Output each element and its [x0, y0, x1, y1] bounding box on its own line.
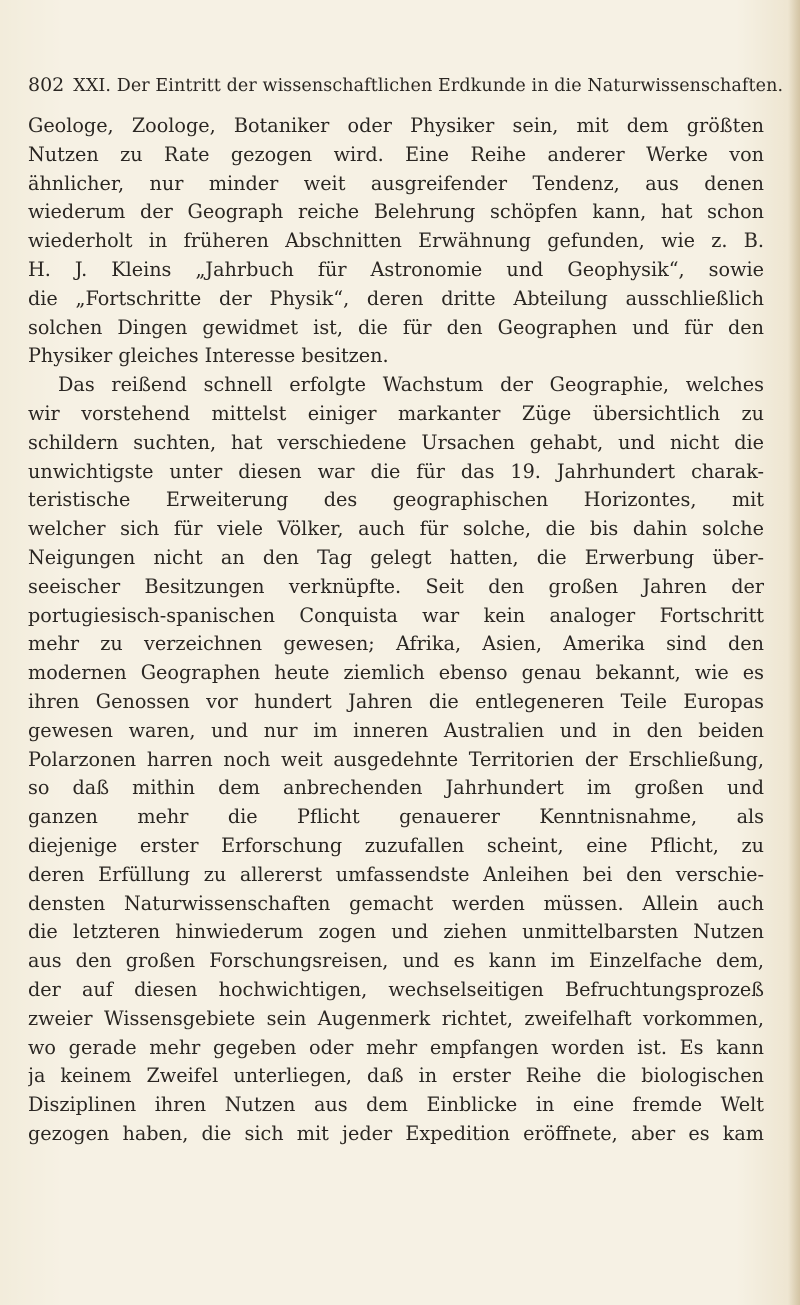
- text-line: Nutzen zu Rate gezogen wird. Eine Reihe anderer Werke von: [28, 142, 764, 166]
- text-line: wo gerade mehr gegeben oder mehr empfangen worden ist. Es kann: [28, 1035, 764, 1059]
- text-line: H. J. Kleins „Jahrbuch für Astronomie und Geophysik“, sowie: [28, 257, 764, 281]
- text-line: zweier Wissensgebiete sein Augenmerk richtet, zweifelhaft vorkommen,: [28, 1006, 764, 1030]
- text-line: modernen Geographen heute ziemlich ebenso genau bekannt, wie es: [28, 661, 764, 685]
- text-line: schildern suchten, hat verschiedene Ursachen gehabt, und nicht die: [28, 430, 764, 454]
- text-line: teristische Erweiterung des geographischen Horizontes, mit: [28, 488, 764, 512]
- text-line: gewesen waren, und nur im inneren Australien und in den beiden: [28, 718, 764, 742]
- text-line: wiederholt in früheren Abschnitten Erwähnung gefunden, wie z. B.: [28, 229, 764, 253]
- text-line: deren Erfüllung zu allererst umfassendste Anleihen bei den verschie-: [28, 862, 764, 886]
- text-line: gezogen haben, die sich mit jeder Expedition eröffnete, aber es kam: [28, 1121, 764, 1145]
- text-line: ihren Genossen vor hundert Jahren die entlegeneren Teile Europas: [28, 689, 764, 713]
- text-line: welcher sich für viele Völker, auch für solche, die bis dahin solche: [28, 517, 764, 541]
- text-line: mehr zu verzeichnen gewesen; Afrika, Asien, Amerika sind den: [28, 632, 764, 656]
- text-line: die „Fortschritte der Physik“, deren dritte Abteilung ausschließlich: [28, 286, 764, 310]
- text-line: ganzen mehr die Pflicht genauerer Kenntnisnahme, als: [28, 805, 764, 829]
- paragraph-end-line: Physiker gleiches Interesse besitzen.: [28, 344, 389, 368]
- page-number: 802: [28, 74, 65, 96]
- text-line: so daß mithin dem anbrechenden Jahrhundert im großen und: [28, 776, 764, 800]
- text-line: densten Naturwissenschaften gemacht werden müssen. Allein auch: [28, 891, 764, 915]
- text-line: aus den großen Forschungsreisen, und es kann im Einzelfache dem,: [28, 949, 764, 973]
- text-line: solchen Dingen gewidmet ist, die für den Geographen und für den: [28, 315, 764, 339]
- text-line: Polarzonen harren noch weit ausgedehnte Territorien der Erschließung,: [28, 747, 764, 771]
- text-line: seeischer Besitzungen verknüpfte. Seit den großen Jahren der: [28, 574, 764, 598]
- text-line: unwichtigste unter diesen war die für das 19. Jahrhundert charak-: [28, 459, 764, 483]
- text-line: diejenige erster Erforschung zuzufallen scheint, eine Pflicht, zu: [28, 833, 764, 857]
- text-line: Geologe, Zoologe, Botaniker oder Physiker sein, mit dem größten: [28, 114, 764, 137]
- text-line: die letzteren hinwiederum zogen und ziehen unmittelbarsten Nutzen: [28, 920, 764, 944]
- text-line: wir vorstehend mittelst einiger markanter Züge übersichtlich zu: [28, 401, 764, 425]
- running-title: XXI. Der Eintritt der wissenschaftlichen Erdkunde in die Naturwissenschaften.: [73, 76, 784, 96]
- text-line: der auf diesen hochwichtigen, wechselseitigen Befruchtungsprozeß: [28, 977, 764, 1001]
- text-line: ähnlicher, nur minder weit ausgreifender Tendenz, aus denen: [28, 171, 764, 195]
- page-header: [28, 74, 784, 102]
- body-text: [28, 112, 764, 1149]
- text-line: wiederum der Geograph reiche Belehrung schöpfen kann, hat schon: [28, 200, 764, 224]
- text-line: ja keinem Zweifel unterliegen, daß in erster Reihe die biologischen: [28, 1064, 764, 1088]
- text-line: portugiesisch-spanischen Conquista war kein analoger Fortschritt: [28, 603, 764, 627]
- paragraph-start-line: Das reißend schnell erfolgte Wachstum der Geographie, welches: [58, 373, 764, 397]
- page-edge-shadow: [788, 0, 800, 1305]
- text-line: Disziplinen ihren Nutzen aus dem Einblicke in eine fremde Welt: [28, 1093, 764, 1117]
- text-line: Neigungen nicht an den Tag gelegt hatten, die Erwerbung über-: [28, 545, 764, 569]
